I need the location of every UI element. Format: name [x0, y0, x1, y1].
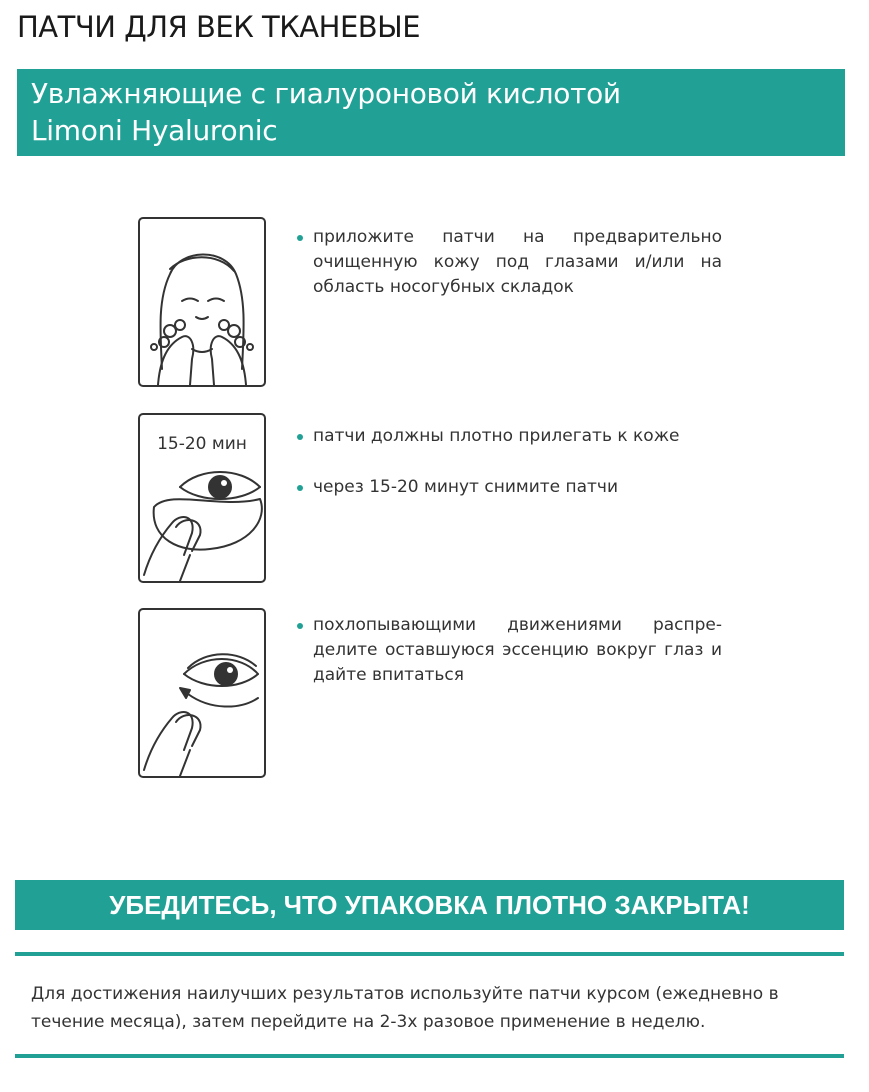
step-3-bullet-1: похлопывающими движениями распре- делите оставшуюся эссенцию вокруг глаз и дайте впитаться — [297, 613, 722, 688]
eye-patch-icon — [140, 415, 264, 581]
timer-label: 15-20 мин — [157, 434, 247, 454]
step-2-illustration — [138, 413, 266, 583]
usage-note: Для достижения наилучших результатов используйте патчи курсом (ежедневно в течение месяца), затем перейдите на 2-3х разовое применение в неделю. — [31, 984, 779, 1032]
product-banner — [17, 69, 845, 156]
divider-top — [15, 952, 844, 956]
step-1-bullet-1: приложите патчи на предварительно очищенную кожу под глазами и/или на область носогубных складок — [297, 225, 722, 300]
product-name: Limoni Hyaluronic — [31, 114, 278, 147]
bullet-dot — [297, 235, 303, 241]
eye-massage-icon — [140, 610, 264, 776]
step-2-text — [297, 424, 722, 526]
step-1-text — [297, 225, 722, 326]
divider-bottom — [15, 1054, 844, 1058]
bullet-dot — [297, 485, 303, 491]
product-subtitle: Увлажняющие с гиалуроновой кислотой — [31, 77, 621, 110]
step-3-text — [297, 613, 722, 714]
bullet-dot — [297, 623, 303, 629]
face-wash-icon — [140, 219, 264, 385]
step-2-bullet-2: через 15-20 минут снимите патчи — [297, 475, 722, 500]
bullet-dot — [297, 434, 303, 440]
step-2-bullet-1: патчи должны плотно прилегать к коже — [297, 424, 722, 449]
warning-banner: УБЕДИТЕСЬ, ЧТО УПАКОВКА ПЛОТНО ЗАКРЫТА! — [15, 880, 844, 930]
page-title: ПАТЧИ ДЛЯ ВЕК ТКАНЕВЫЕ — [17, 10, 421, 44]
step-1-illustration — [138, 217, 266, 387]
step-3-illustration — [138, 608, 266, 778]
